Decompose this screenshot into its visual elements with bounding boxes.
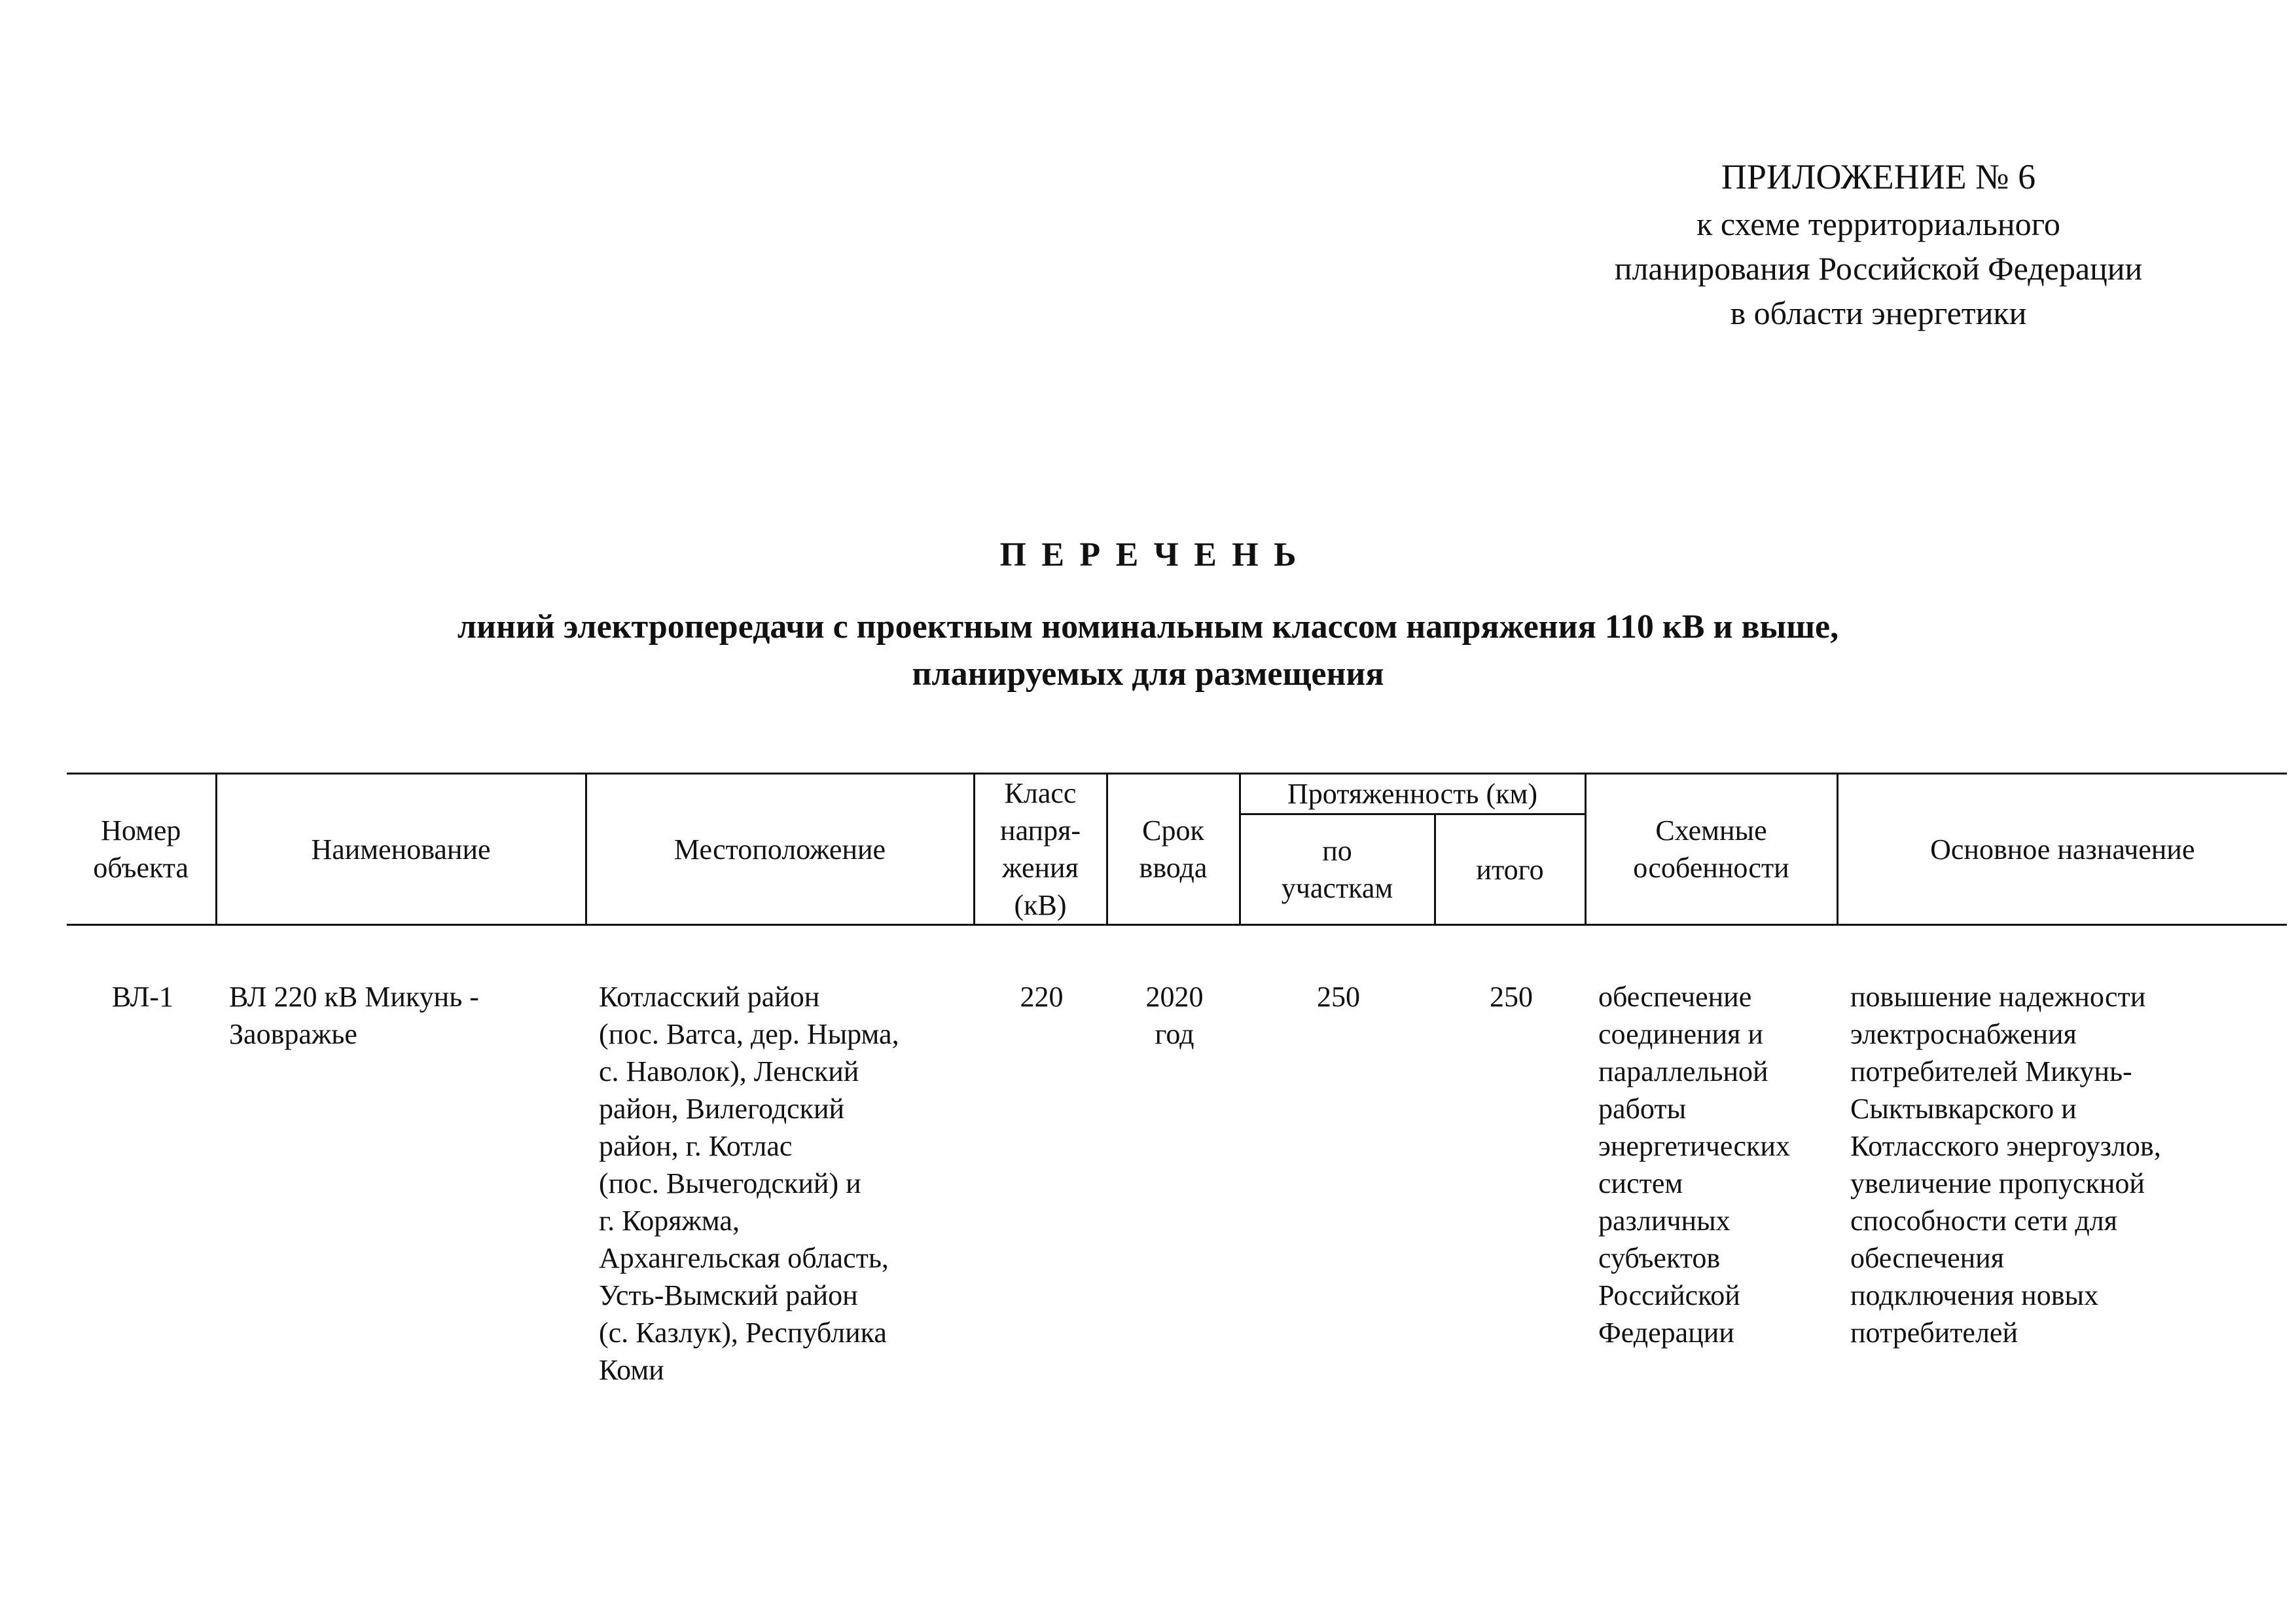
header-total: итого (1435, 814, 1585, 925)
appendix-header (1558, 152, 2199, 335)
header-name: Наименование (216, 774, 586, 925)
appendix-number: ПРИЛОЖЕНИЕ № 6 (1721, 157, 2036, 196)
header-location: Местоположение (586, 774, 974, 925)
cell-features: обеспечение соединения и параллельной работы энергетических систем различных субъектов Российской Федерации (1598, 981, 1790, 1349)
table-row (67, 925, 2287, 1389)
cell-purpose: повышение надежности электроснабжения потребителей Микунь- Сыктывкарского и Котласского энергоузлов, увеличение пропускной способности сети для обеспечения подключения новых потребителей (1850, 981, 2161, 1349)
cell-total: 250 (1490, 981, 1533, 1013)
header-by-sections: по участкам (1240, 814, 1435, 925)
header-voltage: Класс напря- жения (кВ) (974, 774, 1107, 925)
cell-by-sections: 250 (1317, 981, 1360, 1013)
header-term: Срок ввода (1107, 774, 1240, 925)
cell-voltage: 220 (1020, 981, 1064, 1013)
header-purpose: Основное назначение (1837, 774, 2287, 925)
subtitle-line-2: планируемых для размещения (912, 655, 1384, 693)
cell-location: Котласский район (пос. Ватса, дер. Нырма, с. Наволок), Ленский район, Вилегодский район, г. Котлас (пос. Вычегодский) и г. Коряжма, Архангельская область, Усть-Вымский район (с. Казлук), Республика Коми (599, 981, 899, 1386)
cell-term: 2020 год (1145, 981, 1204, 1050)
document-title: ПЕРЕЧЕНЬ (999, 536, 1312, 574)
appendix-line-2: планирования Российской Федерации (1614, 250, 2143, 287)
power-lines-table (67, 773, 2287, 1389)
header-features: Схемные особенности (1585, 774, 1837, 925)
cell-number: ВЛ-1 (111, 981, 174, 1013)
appendix-line-3: в области энергетики (1730, 295, 2027, 331)
header-number: Номер объекта (67, 774, 216, 925)
cell-name: ВЛ 220 кВ Микунь - Заовражье (229, 981, 479, 1050)
header-length: Протяженность (км) (1240, 774, 1585, 814)
document-subtitle (0, 604, 2296, 698)
appendix-line-1: к схеме территориального (1696, 206, 2060, 242)
subtitle-line-1: линий электропередачи с проектным номинальным классом напряжения 110 кВ и выше, (457, 608, 1839, 646)
